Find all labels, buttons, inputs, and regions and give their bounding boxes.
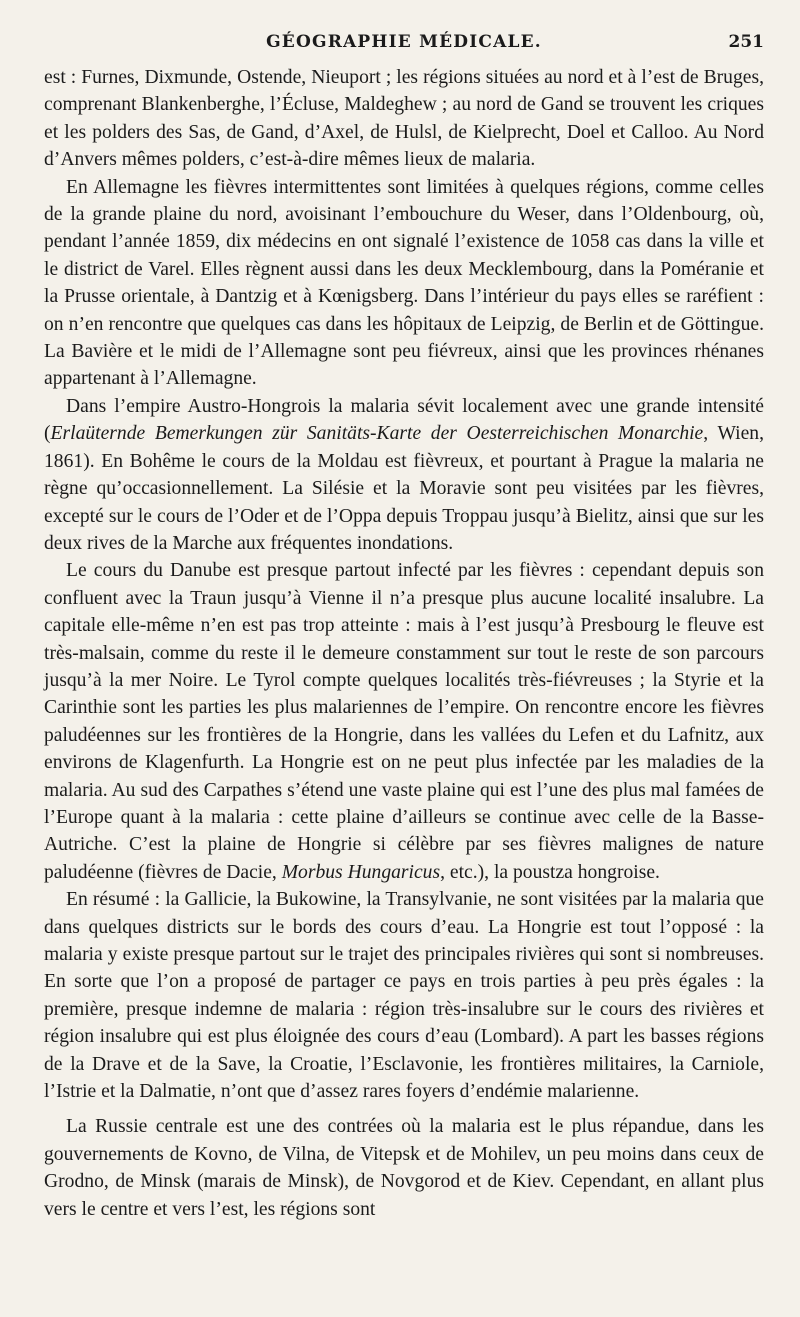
- body-text: [44, 64, 764, 1223]
- page-header: [44, 28, 764, 58]
- paragraph-2: [44, 174, 764, 393]
- paragraph-6: [44, 1113, 764, 1223]
- paragraph-4: [44, 557, 764, 886]
- text-segment: En résumé : la Gallicie, la Bukowine, la Transylvanie, ne sont visitées par la malaria que dans quelques districts sur le bords des cours d’eau. La Hongrie est tout l’opposé : la malaria y existe presque partout sur le trajet des principales rivières qui sont si nombreuses. En sorte que l’on a proposé de partager ce pays en trois parties à peu près égales : la première, presque indemne de malaria : région très-insalubre sur le cours des rivières et région insalubre qui est plus éloignée des cours d’eau (Lombard). A part les basses régions de la Drave et de la Save, la Croatie, l’Esclavonie, les frontières militaires, la Carniole, l’Istrie et la Dalmatie, n’ont que d’assez rares foyers d’endémie malarienne.: [44, 889, 764, 1103]
- paragraph-1: [44, 64, 764, 174]
- paragraph-5: [44, 886, 764, 1105]
- page-number: 251: [728, 32, 764, 52]
- text-segment: , etc.), la poustza hongroise.: [440, 861, 660, 883]
- running-title: GÉOGRAPHIE MÉDICALE.: [266, 32, 542, 52]
- text-segment: Dans l’empire Austro-Hongrois la malaria sévit localement avec une grande intensité (: [44, 395, 764, 445]
- text-segment: Le cours du Danube est presque partout infecté par les fièvres : cependant depuis son confluent avec la Traun jusqu’à Vienne il n’a presque plus aucune localité insalubre. La capitale elle-même n’en est pas trop atteinte : mais à l’est jusqu’à Presbourg le fleuve est très-malsain, comme du reste il le demeure constamment sur tout le reste de son parcours jusqu’à la mer Noire. Le Tyrol compte quelques localités très-fiévreuses ; la Styrie et la Carinthie sont les parties les plus malariennes de l’empire. On rencontre encore les fièvres paludéennes sur les frontières de la Hongrie, dans les vallées du Lefen et du Lafnitz, aux environs de Klagenfurth. La Hongrie est on ne peut plus infectée par les maladies de la malaria. Au sud des Carpathes s’étend une vaste plaine qui est l’une des plus mal famées de l’Europe quant à la malaria : cette plaine d’ailleurs se continue avec celle de la Basse-Autriche. C’est la plaine de Hongrie si célèbre par ses fièvres malignes de nature paludéenne (fièvres de Dacie,: [44, 560, 764, 883]
- italic-term: Morbus Hungaricus: [281, 861, 441, 883]
- text-segment: est : Furnes, Dixmunde, Ostende, Nieuport ; les régions situées au nord et à l’est de Bruges, comprenant Blankenberghe, l’Écluse, Maldeghew ; au nord de Gand se trouvent les criques et les polders des Sas, de Gand, d’Axel, de Hulsl, de Kielprecht, Doel et Calloo. Au Nord d’Anvers mêmes polders, c’est-à-dire mêmes lieux de malaria.: [44, 67, 764, 171]
- text-segment: En Allemagne les fièvres intermittentes sont limitées à quelques régions, comme celles de la grande plaine du nord, avoisinant l’embouchure du Weser, dans l’Oldenbourg, où, pendant l’année 1859, dix médecins en ont signalé l’existence de 1058 cas dans la ville et le district de Varel. Elles règnent aussi dans les deux Mecklembourg, dans la Poméranie et la Prusse orientale, à Dantzig et à Kœnigsberg. Dans l’intérieur du pays elles se raréfient : on n’en rencontre que quelques cas dans les hôpitaux de Leipzig, de Berlin et de Göttingue. La Bavière et le midi de l’Allemagne sont peu fiévreux, ainsi que les provinces rhénanes appartenant à l’Allemagne.: [44, 176, 764, 390]
- text-segment: , Wien, 1861). En Bohême le cours de la Moldau est fièvreux, et pourtant à Prague la malaria ne règne qu’occasionnellement. La Silésie et la Moravie sont peu visitées par les fièvres, excepté sur le cours de l’Oder et de l’Oppa depuis Troppau jusqu’à Bielitz, ainsi que sur les deux rives de la Marche aux fréquentes inondations.: [44, 423, 764, 554]
- italic-title: Erlaüternde Bemerkungen zür Sanitäts-Karte der Oesterreichischen Monarchie: [50, 423, 704, 445]
- paragraph-3: [44, 393, 764, 557]
- text-segment: La Russie centrale est une des contrées où la malaria est le plus répandue, dans les gouvernements de Kovno, de Vilna, de Vitepsk et de Mohilev, un peu moins dans ceux de Grodno, de Minsk (marais de Minsk), de Novgorod et de Kiev. Cependant, en allant plus vers le centre et vers l’est, les régions sont: [44, 1116, 764, 1220]
